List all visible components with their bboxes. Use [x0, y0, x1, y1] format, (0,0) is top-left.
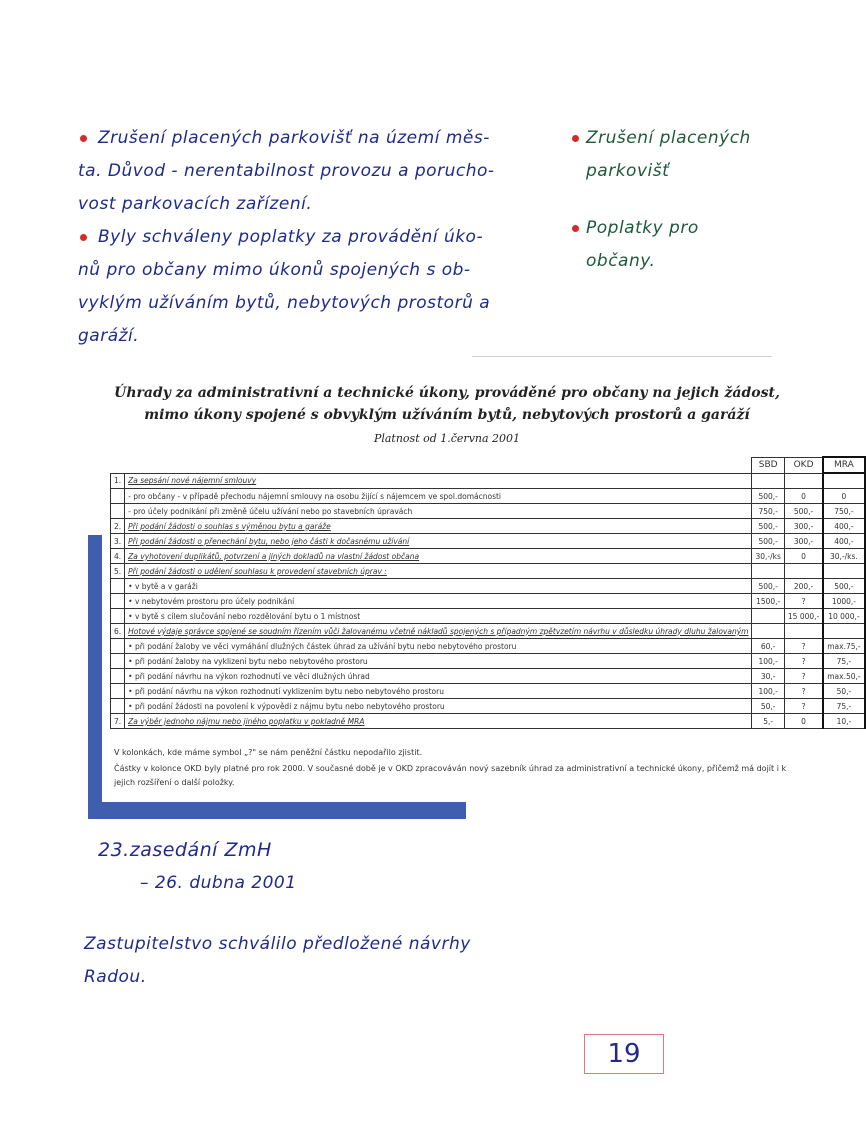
page-number: 19 — [584, 1034, 664, 1074]
bullet-dot-icon — [80, 234, 87, 241]
cell-mra: max.50,- — [823, 669, 864, 684]
cell-sbd: 500,- — [752, 534, 784, 549]
row-description: • v bytě a v garáži — [125, 579, 752, 594]
table-row — [111, 534, 865, 549]
cell-mra: 75,- — [823, 654, 864, 669]
cell-okd: 15 000,- — [784, 609, 823, 624]
footnote-2: Částky v kolonce OKD byly platné pro rok 2000. V současné době je v OKD zpracováván nový sazebník úhrad za administrativní a technické úkony, přičemž má dojít i k jejich rozšíření o další položky. — [114, 764, 787, 787]
row-description: • při podání žaloby ve věci vymáhání dlužných částek úhrad za užívání bytu nebo nebytového prostoru — [125, 639, 752, 654]
cell-sbd: 500,- — [752, 489, 784, 504]
cell-sbd: 30,- — [752, 669, 784, 684]
table-row — [111, 609, 865, 624]
cell-sbd — [752, 624, 784, 639]
row-description: • při podání návrhu na výkon rozhodnutí ve věci dlužných úhrad — [125, 669, 752, 684]
right-note-line: Poplatky pro — [586, 218, 699, 238]
row-description: • při podání návrhu na výkon rozhodnutí vyklizením bytu nebo nebytového prostoru — [125, 684, 752, 699]
table-row — [111, 714, 865, 729]
table-row — [111, 654, 865, 669]
cell-okd: ? — [784, 669, 823, 684]
row-number — [111, 609, 125, 624]
row-description: • v nebytovém prostoru pro účely podnikání — [125, 594, 752, 609]
table-row — [111, 549, 865, 564]
row-description: Za sepsání nové nájemní smlouvy — [125, 473, 752, 489]
cell-okd: ? — [784, 654, 823, 669]
right-note-2 — [572, 212, 782, 278]
table-row — [111, 564, 865, 579]
approval-note-line-2: Radou. — [84, 967, 147, 987]
handwritten-notes-right — [572, 122, 782, 290]
cell-sbd — [752, 473, 784, 489]
row-description: Za výběr jednoho nájmu nebo jiného poplatku v pokladně MRA — [125, 714, 752, 729]
cell-sbd: 100,- — [752, 654, 784, 669]
cell-okd: 200,- — [784, 579, 823, 594]
table-row — [111, 624, 865, 639]
table-header-row — [111, 457, 865, 473]
row-number — [111, 669, 125, 684]
cell-okd: 500,- — [784, 504, 823, 519]
cell-mra — [823, 564, 864, 579]
row-description: Hotové výdaje správce spojené se soudním řízením vůči žalovanému včetně nákladů spojených s případným zpětvzetím návrhu v důsledku úhrady dluhu žalovaným — [125, 624, 752, 639]
row-description: • v bytě s cílem slučování nebo rozdělování bytu o 1 místnost — [125, 609, 752, 624]
cell-okd — [784, 473, 823, 489]
row-number — [111, 504, 125, 519]
cell-mra: 0 — [823, 489, 864, 504]
header-mra: MRA — [823, 457, 864, 473]
cell-okd: ? — [784, 699, 823, 714]
fee-table — [110, 456, 866, 729]
right-note-line: Zrušení placených — [586, 128, 751, 148]
left-note-line: garáží. — [78, 326, 140, 346]
cell-okd — [784, 564, 823, 579]
row-number: 3. — [111, 534, 125, 549]
row-description: Při podání žádosti o přenechání bytu, nebo jeho části k dočasnému užívání — [125, 534, 752, 549]
table-row — [111, 594, 865, 609]
cell-okd — [784, 624, 823, 639]
header-sbd: SBD — [752, 457, 784, 473]
row-number: 4. — [111, 549, 125, 564]
row-number: 5. — [111, 564, 125, 579]
row-number — [111, 639, 125, 654]
table-row — [111, 473, 865, 489]
row-description: Při podání žádosti o udělení souhlasu k provedení stavebních úprav : — [125, 564, 752, 579]
cell-mra: 400,- — [823, 534, 864, 549]
row-number: 1. — [111, 473, 125, 489]
table-row — [111, 684, 865, 699]
table-row — [111, 519, 865, 534]
cell-mra: 30,-/ks. — [823, 549, 864, 564]
document-title: Úhrady za administrativní a technické úkony, prováděné pro občany na jejich žádost, mimo úkony spojené s obvyklým užíváním bytů, nebytových prostorů a garáží — [114, 385, 780, 423]
right-note-line: občany. — [586, 251, 656, 271]
cell-okd: 300,- — [784, 519, 823, 534]
left-note-2 — [78, 221, 558, 353]
cell-mra: 75,- — [823, 699, 864, 714]
cell-mra: 500,- — [823, 579, 864, 594]
bullet-dot-icon — [572, 225, 579, 232]
left-note-line: Zrušení placených parkovišť na území měs- — [98, 128, 490, 148]
document-validity: Platnost od 1.června 2001 — [373, 432, 521, 445]
session-note-line-1: 23.zasedání ZmH — [98, 839, 272, 861]
right-note-1 — [572, 122, 782, 188]
header-index — [111, 457, 125, 473]
table-row — [111, 699, 865, 714]
cell-okd: ? — [784, 594, 823, 609]
cell-sbd: 500,- — [752, 519, 784, 534]
row-number: 7. — [111, 714, 125, 729]
cell-okd: 0 — [784, 489, 823, 504]
header-description — [125, 457, 752, 473]
left-note-line: vyklým užíváním bytů, nebytových prostorů a — [78, 293, 491, 313]
row-number: 2. — [111, 519, 125, 534]
document-footnotes — [114, 746, 794, 792]
cell-mra: max.75,- — [823, 639, 864, 654]
left-note-line: Byly schváleny poplatky za provádění úko- — [98, 227, 484, 247]
row-description: - pro občany - v případě přechodu nájemní smlouvy na osobu žijící s nájemcem ve spol.domácnosti — [125, 489, 752, 504]
row-number — [111, 654, 125, 669]
cell-sbd — [752, 609, 784, 624]
session-note — [98, 834, 498, 900]
row-description: - pro účely podnikání při změně účelu užívání nebo po stavebních úpravách — [125, 504, 752, 519]
cell-mra: 50,- — [823, 684, 864, 699]
approval-note — [84, 928, 604, 994]
row-number — [111, 579, 125, 594]
cell-sbd: 5,- — [752, 714, 784, 729]
table-row — [111, 579, 865, 594]
cell-mra: 1000,- — [823, 594, 864, 609]
row-number — [111, 684, 125, 699]
fee-table-body — [111, 473, 865, 729]
cell-okd: 300,- — [784, 534, 823, 549]
handwritten-notes-left — [78, 122, 558, 353]
cell-sbd: 50,- — [752, 699, 784, 714]
cell-mra — [823, 473, 864, 489]
fee-document — [102, 370, 861, 802]
row-description: • při podání žádosti na povolení k výpovědi z nájmu bytu nebo nebytového prostoru — [125, 699, 752, 714]
bullet-dot-icon — [572, 135, 579, 142]
right-note-line: parkovišť — [586, 161, 670, 181]
cell-sbd: 60,- — [752, 639, 784, 654]
cell-sbd: 1500,- — [752, 594, 784, 609]
cell-okd: ? — [784, 639, 823, 654]
cell-sbd: 100,- — [752, 684, 784, 699]
cell-mra — [823, 624, 864, 639]
left-note-line: ta. Důvod - nerentabilnost provozu a porucho- — [78, 161, 495, 181]
cell-mra: 10,- — [823, 714, 864, 729]
cell-mra: 400,- — [823, 519, 864, 534]
cell-okd: ? — [784, 684, 823, 699]
cell-okd: 0 — [784, 549, 823, 564]
row-number: 6. — [111, 624, 125, 639]
cell-sbd: 30,-/ks — [752, 549, 784, 564]
header-okd: OKD — [784, 457, 823, 473]
row-description: Při podání žádosti o souhlas s výměnou bytu a garáže — [125, 519, 752, 534]
approval-note-line-1: Zastupitelstvo schválilo předložené návrhy — [84, 934, 471, 954]
cell-mra: 10 000,- — [823, 609, 864, 624]
cell-sbd: 750,- — [752, 504, 784, 519]
session-note-line-2: – 26. dubna 2001 — [140, 873, 297, 893]
table-row — [111, 669, 865, 684]
row-description: Za vyhotovení duplikátů, potvrzení a jiných dokladů na vlastní žádost občana — [125, 549, 752, 564]
table-row — [111, 489, 865, 504]
footnote-1: V kolonkách, kde máme symbol „?" se nám peněžní částku nepodařilo zjistit. — [114, 748, 423, 757]
row-number — [111, 594, 125, 609]
table-row — [111, 639, 865, 654]
cell-sbd — [752, 564, 784, 579]
row-description: • při podání žaloby na vyklizení bytu nebo nebytového prostoru — [125, 654, 752, 669]
left-note-line: nů pro občany mimo úkonů spojených s ob- — [78, 260, 471, 280]
scan-artifact-line — [472, 356, 772, 357]
row-number — [111, 699, 125, 714]
row-number — [111, 489, 125, 504]
cell-mra: 750,- — [823, 504, 864, 519]
cell-okd: 0 — [784, 714, 823, 729]
bullet-dot-icon — [80, 135, 87, 142]
table-row — [111, 504, 865, 519]
left-note-1 — [78, 122, 558, 221]
cell-sbd: 500,- — [752, 579, 784, 594]
left-note-line: vost parkovacích zařízení. — [78, 194, 313, 214]
